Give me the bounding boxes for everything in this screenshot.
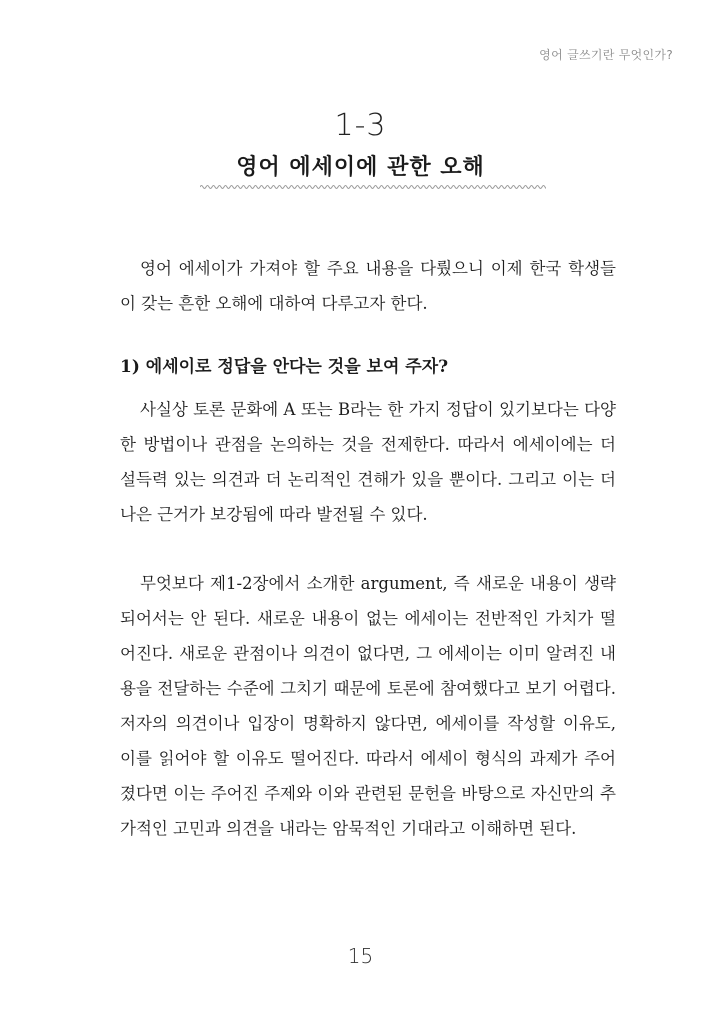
chapter-title: 영어 에세이에 관한 오해	[236, 155, 485, 180]
section-heading: 1) 에세이로 정답을 안다는 것을 보여 주자?	[120, 357, 449, 377]
body-paragraph-2: 무엇보다 제1-2장에서 소개한 argument, 즉 새로운 내용이 생략되어서는 안 된다. 새로운 내용이 없는 에세이는 전반적인 가치가 떨어진다. 새로운 관점이나 의견이 없다면, 그 에세이는 이미 알려진 내용을 전달하는 수준에 그치기 때문에 토론에 참여했다고 보기 어렵다. 저자의 의견이나 입장이 명확하지 않다면, 에세이를 작성할 이유도, 이를 읽어야 할 이유도 떨어진다. 따라서 에세이 형식의 과제가 주어졌다면 이는 주어진 주제와 이와 관련된 문헌을 바탕으로 자신만의 추가적인 고민과 의견을 내라는 암묵적인 기대라고 이해하면 된다.	[120, 574, 616, 838]
title-wave-underline	[200, 182, 546, 192]
page-number: 15	[347, 944, 374, 968]
intro-paragraph: 영어 에세이가 가져야 할 주요 내용을 다뤘으니 이제 한국 학생들이 갖는 흔한 오해에 대하여 다루고자 한다.	[120, 259, 616, 313]
chapter-number: 1-3	[334, 108, 387, 143]
body-paragraph-1: 사실상 토론 문화에 A 또는 B라는 한 가지 정답이 있기보다는 다양한 방법이나 관점을 논의하는 것을 전제한다. 따라서 에세이에는 더 설득력 있는 의견과 더 논리적인 견해가 있을 뿐이다. 그리고 이는 더 나은 근거가 보강됨에 따라 발전될 수 있다.	[120, 400, 616, 524]
running-header: 영어 글쓰기란 무엇인가?	[539, 48, 673, 62]
